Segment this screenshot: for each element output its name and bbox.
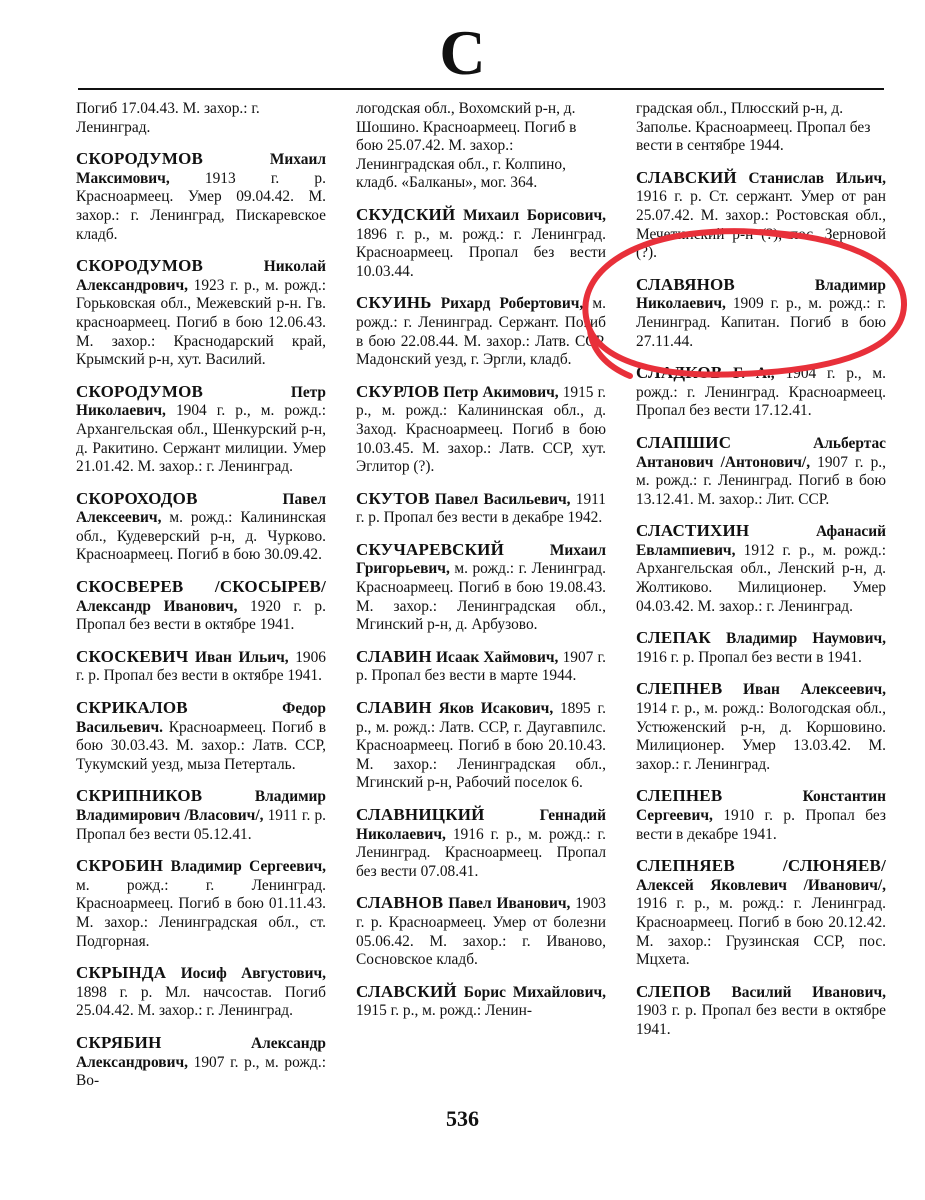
continuation-text: логодская обл., Вохомский р-н, д. Шошино. Красноармеец. Погиб в бою 25.07.42. М. захор.: Ленинградская обл., г. Колпино, кладб. «Балканы», мог. 364. [356,100,577,192]
entry [636,857,886,970]
entry-given-name: Александр Александрович, [76,1034,326,1071]
entry-given-name: Иван Алексеевич, [743,681,886,699]
entry-details: 1916 г. р., м. рожд.: г. Ленинград. Красноармеец. Пропал без вести 07.08.41. [356,825,606,880]
entry-given-name: Владимир Наумович, [726,630,886,648]
entry-surname: СЛАВЯНОВ [636,274,735,294]
entry [356,541,606,635]
entry-surname: СЛЕПНЕВ [636,679,723,699]
entry-given-name: Геннадий Николаевич, [356,807,606,843]
entry [636,787,886,844]
entry [76,490,326,565]
entry-continuation [76,100,326,137]
section-letter: С [439,17,486,88]
entry-surname: СЛАВНИЦКИЙ [356,805,485,824]
entry-surname: СКУРЛОВ [356,381,440,401]
entry-surname: СКОРОДУМОВ [76,149,204,169]
entry [636,169,886,263]
entry-surname: СКРЫНДА [76,963,167,983]
entry-surname: СКУТОВ [356,488,430,508]
entry-details: 1923 г. р., м. рожд.: Горьковская обл., Межевский р-н. Гв. красноармеец. Погиб в бою 12.06.43. М. захор.: Краснодарский край, Крымский р-н, хут. Василий. [76,276,326,369]
entry-surname: СКУДСКИЙ [356,204,456,224]
entry [636,434,886,509]
entry-details: 1914 г. р., м. рожд.: Вологодская обл., Устюженский р-н, д. Коршовино. Милиционер. Умер 13.03.42. М. захор.: г. Ленинград. [636,700,886,773]
entry-details: м. рожд.: г. Ленинград. Красноармеец. Погиб в бою 01.11.43. М. захор.: Ленинградская обл., ст. Подгорная. [76,876,326,950]
entry-given-name: Исаак Хаймович, [435,648,559,666]
entry [76,383,326,477]
entry-details: 1912 г. р., м. рожд.: Архангельская обл., Ленский р-н, д. Жолтиково. Милиционер. Умер 04.03.42. М. захор.: г. Ленинград. [636,541,886,615]
entry-surname: СЛАСТИХИН [636,521,750,541]
entry-given-name: Борис Михайлович, [463,983,606,1001]
page-number: 536 [446,1106,479,1131]
entry-surname: СЛЕПНЯЕВ /СЛЮНЯЕВ/ [636,856,886,876]
entry [636,629,886,667]
entry-given-name: Павел Васильевич, [434,490,571,508]
entry-given-name: Петр Николаевич, [76,383,326,420]
entry [76,1034,326,1091]
entry-surname: СКУИНЬ [356,293,432,313]
entry-surname: СКУЧАРЕВСКИЙ [356,539,505,559]
entry [356,294,606,369]
entry [356,490,606,528]
entry-given-name: Михаил Максимович, [76,151,326,187]
entry-given-name: Николай Александрович, [76,258,326,294]
entry-details: 1911 г. р. Пропал без вести в декабре 1942. [356,490,606,527]
continuation-text: градская обл., Плюсский р-н, д. Заполье. Красноармеец. Пропал без вести в сентябре 1944. [636,100,871,155]
entry-details: 1909 г. р., м. рожд.: г. Ленинград. Капитан. Погиб в бою 27.11.44. [636,295,886,350]
column-1 [76,100,326,1104]
entry-details: 1906 г. р. Пропал без вести в октябре 1941. [76,648,326,685]
entry [636,364,886,421]
entry-surname: СКРОБИН [76,856,164,876]
column-2 [356,100,606,1034]
entry [76,257,326,370]
entry-given-name: Константин Сергеевич, [636,788,886,824]
entry-surname: СЛАВИН [356,646,432,666]
entry-surname: СЛАВИН [356,698,432,718]
entry-surname: СЛЕПАК [636,628,711,648]
entry-details: 1907 г. р. Пропал без вести в марте 1944. [356,648,606,685]
entry-details: 1910 г. р. Пропал без вести в декабре 1941. [636,807,886,843]
header-rule [78,88,884,90]
entry-surname: СЛАВСКИЙ [636,167,737,187]
entry-details: 1898 г. р. Мл. начсостав. Погиб 25.04.42. М. захор.: г. Ленинград. [76,983,326,1020]
entry-given-name: Алексей Яковлевич /Иванович/, [636,876,886,894]
entry-given-name: Иван Ильич, [195,648,289,666]
entry-given-name: Альбертас Антанович /Антонович/, [636,434,886,471]
entry-details: 1896 г. р., м. рожд.: г. Ленинград. Красноармеец. Пропал без вести 10.03.44. [356,225,606,280]
entry [76,578,326,635]
column-3 [636,100,886,1053]
entry-details: м. рожд.: г. Ленинград. Красноармеец. Погиб в бою 19.08.43. М. захор.: Ленинградская обл., Мгинский р-н, д. Арбузово. [356,560,606,634]
entry [76,648,326,686]
entry [356,648,606,686]
entry-surname: СЛЕПОВ [636,981,711,1001]
entry-details: 1911 г. р. Пропал без вести 05.12.41. [76,807,326,843]
entry-given-name: Яков Исакович, [438,700,554,718]
entry-given-name: Иосиф Августович, [180,965,326,983]
entry [356,206,606,281]
entry [636,983,886,1040]
entry-surname: СКОРОХОДОВ [76,488,198,508]
entry [636,522,886,616]
entry-given-name: Станислав Ильич, [748,169,886,187]
entry-details: 1916 г. р., м. рожд.: г. Ленинград. Красноармеец. Погиб в бою 20.12.42. М. захор.: Грузинская ССР, пос. Мцхета. [636,895,886,969]
entry [356,699,606,793]
entry [76,964,326,1021]
entry-given-name: Александр Иванович, [76,597,238,615]
entry-details: 1904 г. р., м. рожд.: г. Ленинград. Красноармеец. Пропал без вести 17.12.41. [636,365,886,420]
entry-surname: СЛАВСКИЙ [356,981,457,1001]
entry [636,276,886,351]
entry-continuation [636,100,886,156]
entry-details: 1913 г. р. Красноармеец. Умер 09.04.42. М. захор.: г. Ленинград, Пискаревское кладб. [76,169,326,243]
entry-given-name: Владимир Николаевич, [636,276,886,313]
entry [356,894,606,969]
entry-details: 1903 г. р. Пропал без вести в октябре 1941. [636,1002,886,1038]
entry-surname: СЛЕПНЕВ [636,786,723,806]
entry-surname: СЛАДКОВ [636,363,723,383]
entry-given-name: Г. А., [733,365,775,383]
entry-given-name: Федор Васильевич. [76,700,326,736]
entry-given-name: Михаил Григорьевич, [356,541,606,578]
entry-given-name: Рихард Робертович, [440,295,584,313]
entry-surname: СКОСВЕРЕВ /СКОСЫРЕВ/ [76,577,326,597]
entry-details: 1915 г. р., м. рожд.: Ленин- [356,1002,533,1020]
entry [76,699,326,774]
entry-details: 1895 г. р., м. рожд.: Латв. ССР, г. Даугавпилс. Красноармеец. Погиб в бою 20.10.43. М. захор.: Ленинградская обл., Мгинский р-н, Рабочий поселок 6. [356,700,606,792]
entry [356,983,606,1021]
entry-given-name: Василий Иванович, [731,983,886,1001]
entry-surname: СКОРОДУМОВ [76,381,204,401]
entry-details: 1907 г. р., м. рожд.: Во- [76,1053,326,1090]
entry [76,150,326,244]
entry-details: 1915 г. р., м. рожд.: Калининская обл., д. Заход. Красноармеец. Погиб в бою 10.03.45. М. захор.: Латв. ССР, хут. Эглитор (?). [356,383,606,476]
entry-details: 1907 г. р., м. рожд.: г. Ленинград. Погиб в бою 13.12.41. М. захор.: Лит. ССР. [636,453,886,508]
entry-details: 1904 г. р., м. рожд.: Архангельская обл., Шенкурский р-н, д. Ракитино. Сержант милиции. Умер 21.01.42. М. захор.: г. Ленинград. [76,402,326,476]
entry-details: м. рожд.: г. Ленинград. Сержант. Погиб в бою 22.08.44. М. захор.: Латв. ССР, Мадонский уезд, г. Эргли, кладб. [356,295,606,369]
entry-surname: СЛАВНОВ [356,893,444,913]
entry-given-name: Павел Иванович, [448,895,571,913]
entry-surname: СКРИПНИКОВ [76,786,203,806]
entry-continuation [356,100,606,193]
entry-surname: СКРИКАЛОВ [76,698,188,718]
entry-given-name: Петр Акимович, [443,383,559,401]
entry-details: м. рожд.: Калининская обл., Кудеверский р-н, д. Чурково. Красноармеец. Погиб в бою 30.09.42. [76,509,326,564]
entry-surname: СКОРОДУМОВ [76,256,204,276]
entry-details: 1903 г. р. Красноармеец. Умер от болезни 05.06.42. М. захор.: г. Иваново, Сосновское кладб. [356,895,606,969]
entry [356,383,606,477]
entry-details: Красноармеец. Погиб в бою 30.03.43. М. захор.: Латв. ССР, Тукумский уезд, мыза Петерталь. [76,718,326,773]
entry [356,806,606,881]
entry-given-name: Павел Алексеевич, [76,490,326,527]
entry-given-name: Афанасий Евлампиевич, [636,523,886,559]
entry [76,787,326,844]
entry-surname: СКРЯБИН [76,1032,162,1052]
entry-given-name: Владимир Сергеевич, [170,858,326,876]
entry [76,857,326,951]
entry-details: 1916 г. р. Ст. сержант. Умер от ран 25.07.42. М. захор.: Ростовская обл., Мечетинский р-н (?), пос. Зерновой (?). [636,188,886,262]
entry-surname: СКОСКЕВИЧ [76,646,189,666]
entry-given-name: Владимир Владимирович /Власович/, [76,788,326,824]
entry-surname: СЛАПШИС [636,432,732,452]
entry-details: 1920 г. р. Пропал без вести в октябре 1941. [76,597,326,634]
continuation-text: Погиб 17.04.43. М. захор.: г. Ленинград. [76,100,260,136]
entry-given-name: Михаил Борисович, [463,206,606,224]
entry [636,680,886,774]
entry-details: 1916 г. р. Пропал без вести в 1941. [636,648,862,666]
